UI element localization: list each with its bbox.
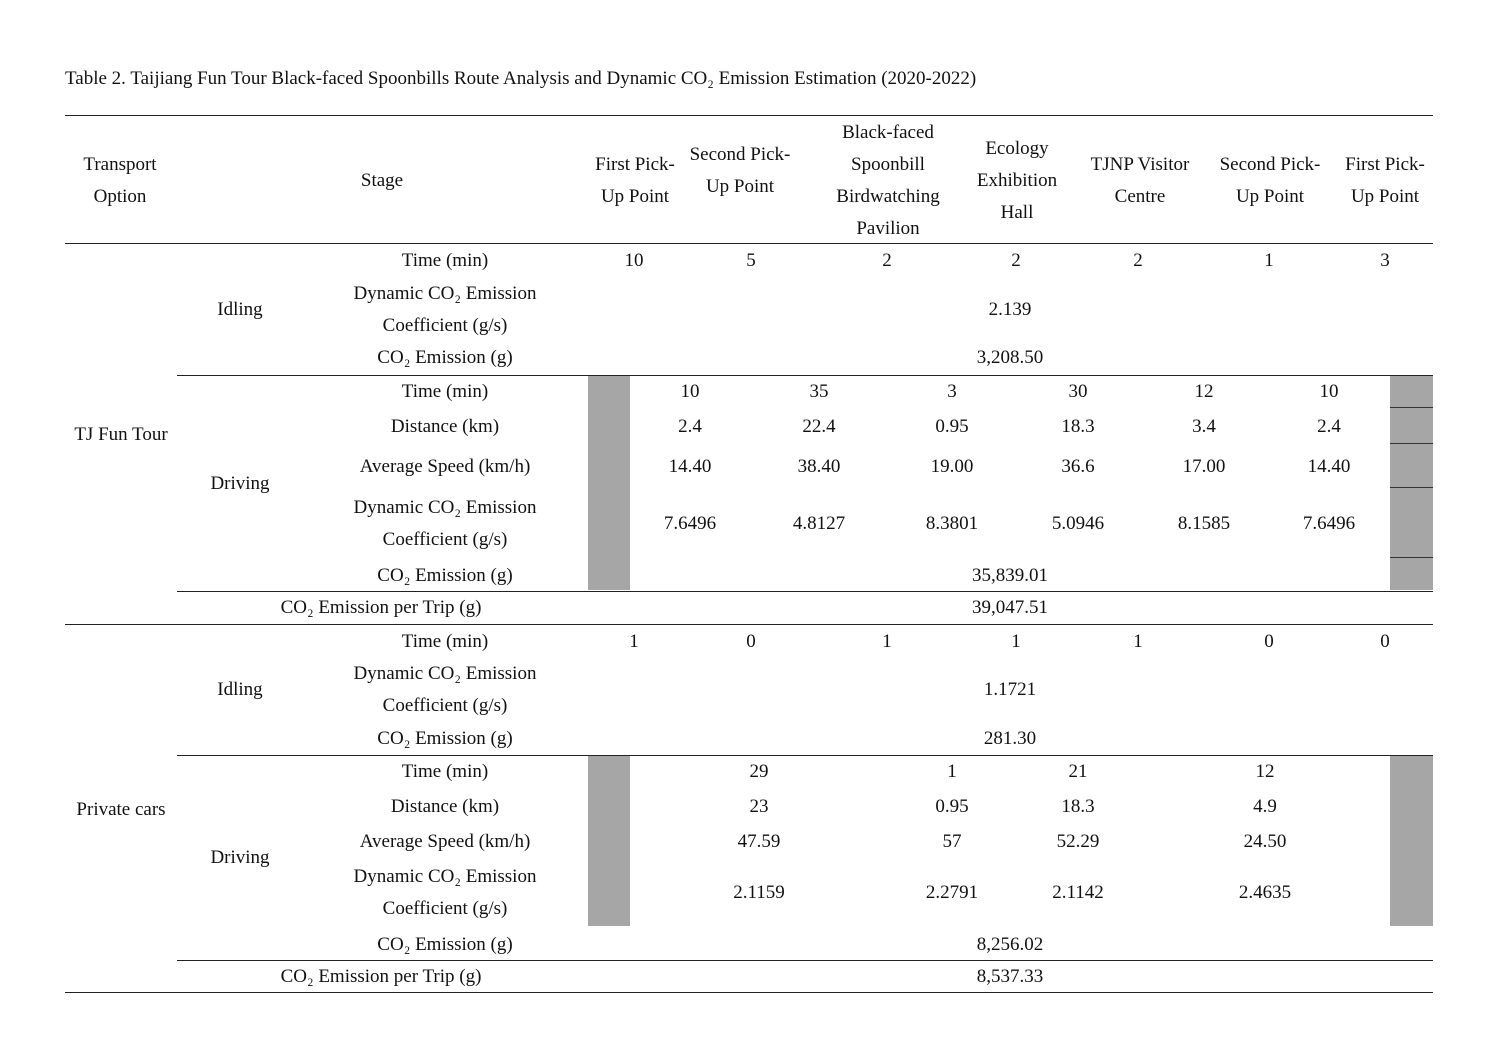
header-stage: Stage (360, 170, 404, 191)
pc-drive-distance-3: 18.3 (1061, 796, 1095, 817)
pc-idle-time-6: 0 (1264, 631, 1274, 652)
shade-tj-right-line (1390, 443, 1433, 444)
tj-drive-time-3: 3 (947, 381, 957, 402)
pc-driving-label: Driving (210, 847, 270, 868)
tj-drive-coef-5: 8.1585 (1177, 513, 1231, 534)
tj-drive-speed-1: 14.40 (668, 456, 712, 477)
tj-drive-distance-4: 18.3 (1061, 416, 1095, 437)
tj-idle-time-3: 2 (882, 250, 892, 271)
tj-drive-time-2: 35 (809, 381, 829, 402)
pc-drive-distance-label: Distance (km) (390, 796, 500, 817)
shade-pc-left (588, 756, 630, 926)
tj-drive-time-label: Time (min) (401, 381, 489, 402)
tj-drive-coef-3: 8.3801 (925, 513, 979, 534)
tj-drive-time-6: 10 (1319, 381, 1339, 402)
tj-idle-time-5: 2 (1133, 250, 1143, 271)
rule-top (65, 115, 1433, 116)
tj-drive-coef-2: 4.8127 (792, 513, 846, 534)
tj-idle-coef-value: 2.139 (988, 299, 1032, 320)
tj-drive-distance-5: 3.4 (1192, 416, 1216, 437)
rule-pc-start (65, 624, 1433, 625)
tj-drive-speed-label: Average Speed (km/h) (359, 456, 531, 477)
pc-drive-emission-label: CO₂ Emission (g) (377, 934, 513, 955)
pc-drive-coef-3: 2.1142 (1052, 882, 1104, 903)
tj-idle-emission-value: 3,208.50 (976, 347, 1044, 368)
pc-drive-speed-3: 52.29 (1056, 831, 1100, 852)
pc-idle-time-label: Time (min) (401, 631, 489, 652)
tj-drive-emission-value: 35,839.01 (972, 565, 1048, 586)
pc-drive-coef-2: 2.2791 (925, 882, 979, 903)
pc-drive-distance-4: 4.9 (1253, 796, 1277, 817)
shade-tj-right-line (1390, 487, 1433, 488)
tj-idle-time-2: 5 (746, 250, 756, 271)
tj-idle-coef-label: Dynamic CO₂ Emission Coefficient (g/s) (353, 283, 537, 336)
table-caption: Table 2. Taijiang Fun Tour Black-faced Spoonbills Route Analysis and Dynamic CO₂ Emission Estimation (2020-2022) (65, 68, 977, 89)
tj-drive-coef-label: Dynamic CO₂ Emission Coefficient (g/s) (353, 497, 537, 550)
tj-drive-emission-label: CO₂ Emission (g) (377, 565, 513, 586)
header-stop-2: Second Pick- Up Point (689, 144, 791, 197)
pc-drive-speed-label: Average Speed (km/h) (359, 831, 531, 852)
tj-drive-speed-6: 14.40 (1307, 456, 1351, 477)
header-stop-6: Second Pick- Up Point (1219, 154, 1321, 207)
tj-drive-coef-6: 7.6496 (1302, 513, 1356, 534)
shade-tj-right-line (1390, 407, 1433, 408)
tj-idle-emission-label: CO₂ Emission (g) (377, 347, 513, 368)
pc-per-trip-value: 8,537.33 (976, 966, 1044, 987)
pc-idle-time-5: 1 (1133, 631, 1143, 652)
header-stop-3: Black-faced Spoonbill Birdwatching Pavilion (836, 122, 940, 239)
tj-idle-time-6: 1 (1264, 250, 1274, 271)
shade-tj-left (588, 376, 630, 590)
pc-drive-coef-label: Dynamic CO₂ Emission Coefficient (g/s) (353, 866, 537, 919)
pc-drive-distance-1: 23 (749, 796, 769, 817)
pc-drive-speed-2: 57 (942, 831, 962, 852)
header-stop-1: First Pick- Up Point (595, 154, 675, 207)
tj-drive-speed-5: 17.00 (1182, 456, 1226, 477)
tj-drive-time-5: 12 (1194, 381, 1214, 402)
pc-per-trip-label: CO₂ Emission per Trip (g) (280, 966, 482, 987)
pc-idling-label: Idling (217, 679, 263, 700)
pc-drive-time-3: 21 (1068, 761, 1088, 782)
tj-driving-label: Driving (210, 473, 270, 494)
tj-idle-time-label: Time (min) (401, 250, 489, 271)
header-stop-4: Ecology Exhibition Hall (976, 138, 1058, 223)
tj-per-trip-value: 39,047.51 (972, 597, 1048, 618)
pc-drive-time-4: 12 (1255, 761, 1275, 782)
header-stop-5: TJNP Visitor Centre (1090, 154, 1190, 207)
pc-transport-label: Private cars (76, 799, 166, 820)
tj-drive-coef-1: 7.6496 (663, 513, 717, 534)
pc-idle-emission-label: CO₂ Emission (g) (377, 728, 513, 749)
pc-drive-emission-value: 8,256.02 (976, 934, 1044, 955)
header-stop-7: First Pick- Up Point (1345, 154, 1425, 207)
tj-per-trip-label: CO₂ Emission per Trip (g) (280, 597, 482, 618)
tj-drive-time-1: 10 (680, 381, 700, 402)
tj-idle-time-7: 3 (1380, 250, 1390, 271)
tj-drive-distance-3: 0.95 (935, 416, 969, 437)
tj-drive-speed-4: 36.6 (1061, 456, 1095, 477)
pc-drive-coef-4: 2.4635 (1238, 882, 1292, 903)
tj-drive-coef-4: 5.0946 (1051, 513, 1105, 534)
tj-idling-label: Idling (217, 299, 263, 320)
tj-drive-distance-1: 2.4 (678, 416, 702, 437)
tj-idle-time-1: 10 (624, 250, 644, 271)
tj-drive-distance-label: Distance (km) (390, 416, 500, 437)
rule-header-bottom (65, 243, 1433, 244)
pc-idle-emission-value: 281.30 (983, 728, 1037, 749)
pc-drive-time-1: 29 (749, 761, 769, 782)
pc-drive-speed-4: 24.50 (1243, 831, 1287, 852)
header-transport-option: Transport Option (83, 154, 157, 207)
pc-drive-distance-2: 0.95 (935, 796, 969, 817)
tj-drive-speed-3: 19.00 (930, 456, 974, 477)
tj-drive-distance-2: 22.4 (802, 416, 836, 437)
shade-pc-right (1390, 756, 1433, 926)
pc-drive-coef-1: 2.1159 (733, 882, 785, 903)
tj-idle-time-4: 2 (1011, 250, 1021, 271)
pc-idle-coef-value: 1.1721 (983, 679, 1037, 700)
tj-drive-distance-6: 2.4 (1317, 416, 1341, 437)
pc-idle-time-1: 1 (629, 631, 639, 652)
pc-drive-time-label: Time (min) (401, 761, 489, 782)
pc-idle-time-4: 1 (1011, 631, 1021, 652)
pc-idle-time-2: 0 (746, 631, 756, 652)
pc-idle-time-7: 0 (1380, 631, 1390, 652)
pc-drive-time-2: 1 (947, 761, 957, 782)
tj-drive-time-4: 30 (1068, 381, 1088, 402)
shade-tj-right-line (1390, 557, 1433, 558)
pc-idle-coef-label: Dynamic CO₂ Emission Coefficient (g/s) (353, 663, 537, 716)
tj-drive-speed-2: 38.40 (797, 456, 841, 477)
pc-drive-speed-1: 47.59 (737, 831, 781, 852)
tj-transport-label: TJ Fun Tour (74, 424, 168, 445)
pc-idle-time-3: 1 (882, 631, 892, 652)
